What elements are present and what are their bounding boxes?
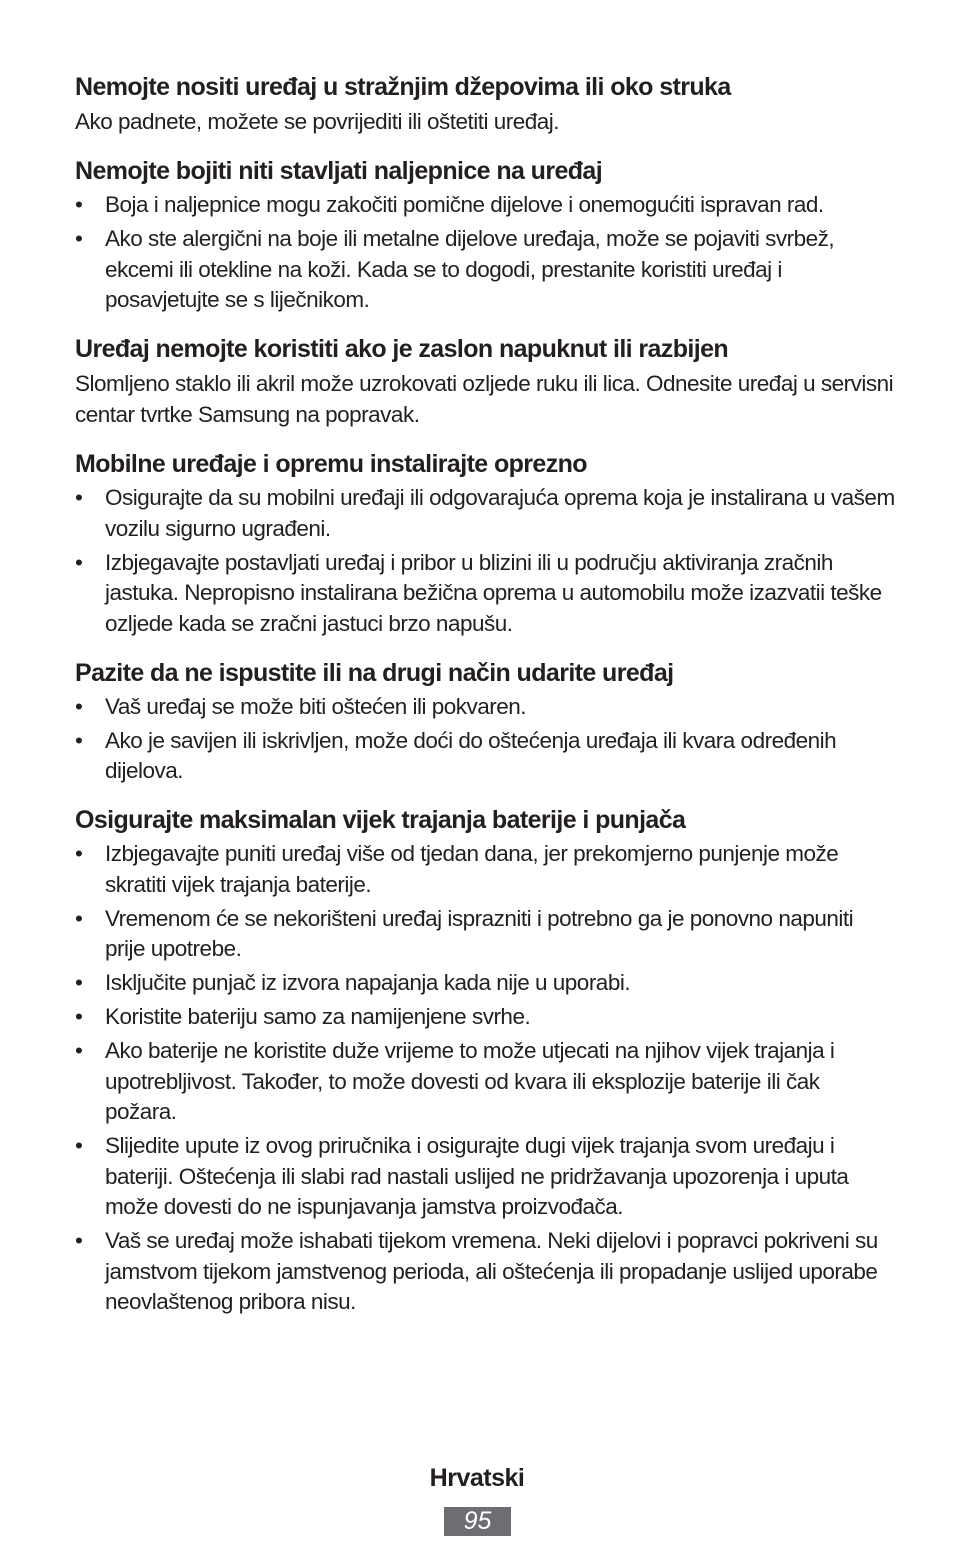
- section-heading: Pazite da ne ispustite ili na drugi način udarite uređaj: [75, 658, 674, 687]
- list-item: [75, 726, 895, 787]
- list-item-text: Isključite punjač iz izvora napajanja kada nije u uporabi.: [105, 970, 631, 995]
- bullet-icon: •: [75, 1004, 83, 1029]
- list-item: [75, 548, 895, 640]
- section-battery-life: [75, 804, 895, 1318]
- section-cracked-screen: [75, 333, 895, 430]
- section-heading: Osigurajte maksimalan vijek trajanja baterije i punjača: [75, 806, 686, 834]
- list-item: [75, 224, 895, 316]
- bullet-icon: •: [75, 549, 83, 575]
- bullet-list: [75, 839, 895, 1318]
- list-item-text: Vaš se uređaj može ishabati tijekom vremena. Neki dijelovi i popravci pokriveni su jamstvom tijekom jamstvenog perioda, ali oštećenja ili propadanje uslijed uporabe neovlaštenog pribora nisu.: [105, 1228, 878, 1314]
- list-item: [75, 968, 895, 999]
- section-heading: Mobilne uređaje i opremu instalirajte oprezno: [75, 450, 587, 478]
- document-body: [75, 71, 895, 1321]
- list-item-text: Koristite bateriju samo za namijenjene svrhe.: [105, 1004, 531, 1029]
- section-drop-device: [75, 657, 895, 787]
- list-item-text: Ako ste alergični na boje ili metalne dijelove uređaja, može se pojaviti svrbež, ekcemi ili otekline na koži. Kada se to dogodi, prestanite koristiti uređaj i posavjetujte se s liječnikom.: [105, 226, 835, 312]
- list-item-text: Ako je savijen ili iskrivljen, može doći do oštećenja uređaja ili kvara određenih dijelova.: [105, 727, 837, 783]
- bullet-icon: •: [75, 1038, 83, 1063]
- list-item-text: Izbjegavajte postavljati uređaj i pribor u blizini ili u području aktiviranja zračnih jastuka. Nepropisno instalirana bežična oprema u automobilu može izazvatii teške ozljede kada se zračni jastuci brzo napušu.: [105, 549, 882, 636]
- list-item: [75, 692, 895, 723]
- bullet-icon: •: [75, 1133, 83, 1158]
- bullet-icon: •: [75, 970, 83, 995]
- list-item: [75, 1002, 895, 1033]
- list-item: [75, 1036, 895, 1128]
- section-install-carefully: [75, 448, 895, 639]
- bullet-icon: •: [75, 693, 83, 719]
- bullet-icon: •: [75, 192, 83, 217]
- footer-language: Hrvatski: [429, 1464, 525, 1492]
- list-item-text: Slijedite upute iz ovog priručnika i osigurajte dugi vijek trajanja svom uređaju i bateriji. Oštećenja ili slabi rad nastali uslijed ne pridržavanja upozorenja i uputa može dovesti do ne ispunjavanja jamstva proizvođača.: [105, 1133, 849, 1219]
- section-paragraph: Ako padnete, možete se povrijediti ili oštetiti uređaj.: [75, 109, 560, 134]
- list-item: [75, 190, 895, 221]
- bullet-icon: •: [75, 905, 83, 931]
- bullet-icon: •: [75, 727, 83, 753]
- list-item-text: Ako baterije ne koristite duže vrijeme to može utjecati na njihov vijek trajanja i upotrebljivost. Također, to može dovesti od kvara ili eksplozije baterije ili čak požara.: [105, 1038, 835, 1124]
- bullet-icon: •: [75, 841, 83, 866]
- bullet-icon: •: [75, 485, 83, 510]
- section-paint-stickers: [75, 155, 895, 316]
- page-number: 95: [444, 1507, 511, 1536]
- bullet-icon: •: [75, 226, 83, 251]
- list-item: [75, 1131, 895, 1223]
- section-heading: Nemojte nositi uređaj u stražnjim džepovima ili oko struka: [75, 73, 731, 101]
- bullet-icon: •: [75, 1228, 83, 1253]
- list-item: [75, 1226, 895, 1318]
- list-item-text: Osigurajte da su mobilni uređaji ili odgovarajuća oprema koja je instalirana u vašem vozilu sigurno ugrađeni.: [105, 485, 895, 541]
- list-item-text: Vaš uređaj se može biti oštećen ili pokvaren.: [105, 693, 527, 719]
- bullet-list: [75, 692, 895, 787]
- section-paragraph: Slomljeno staklo ili akril može uzrokovati ozljede ruku ili lica. Odnesite uređaj u servisni centar tvrtke Samsung na popravak.: [75, 371, 894, 427]
- section-heading: Nemojte bojiti niti stavljati naljepnice na uređaj: [75, 157, 603, 185]
- list-item-text: Izbjegavajte puniti uređaj više od tjedan dana, jer prekomjerno punjenje može skratiti vijek trajanja baterije.: [105, 841, 839, 897]
- section-pockets: [75, 71, 895, 137]
- list-item: [75, 839, 895, 900]
- list-item-text: Boja i naljepnice mogu zakočiti pomične dijelove i onemogućiti ispravan rad.: [105, 192, 824, 217]
- section-heading: Uređaj nemojte koristiti ako je zaslon napuknut ili razbijen: [75, 335, 729, 363]
- bullet-list: [75, 190, 895, 316]
- list-item: [75, 483, 895, 544]
- list-item-text: Vremenom će se nekorišteni uređaj isprazniti i potrebno ga je ponovno napuniti prije upotrebe.: [105, 905, 854, 961]
- list-item: [75, 904, 895, 965]
- bullet-list: [75, 483, 895, 639]
